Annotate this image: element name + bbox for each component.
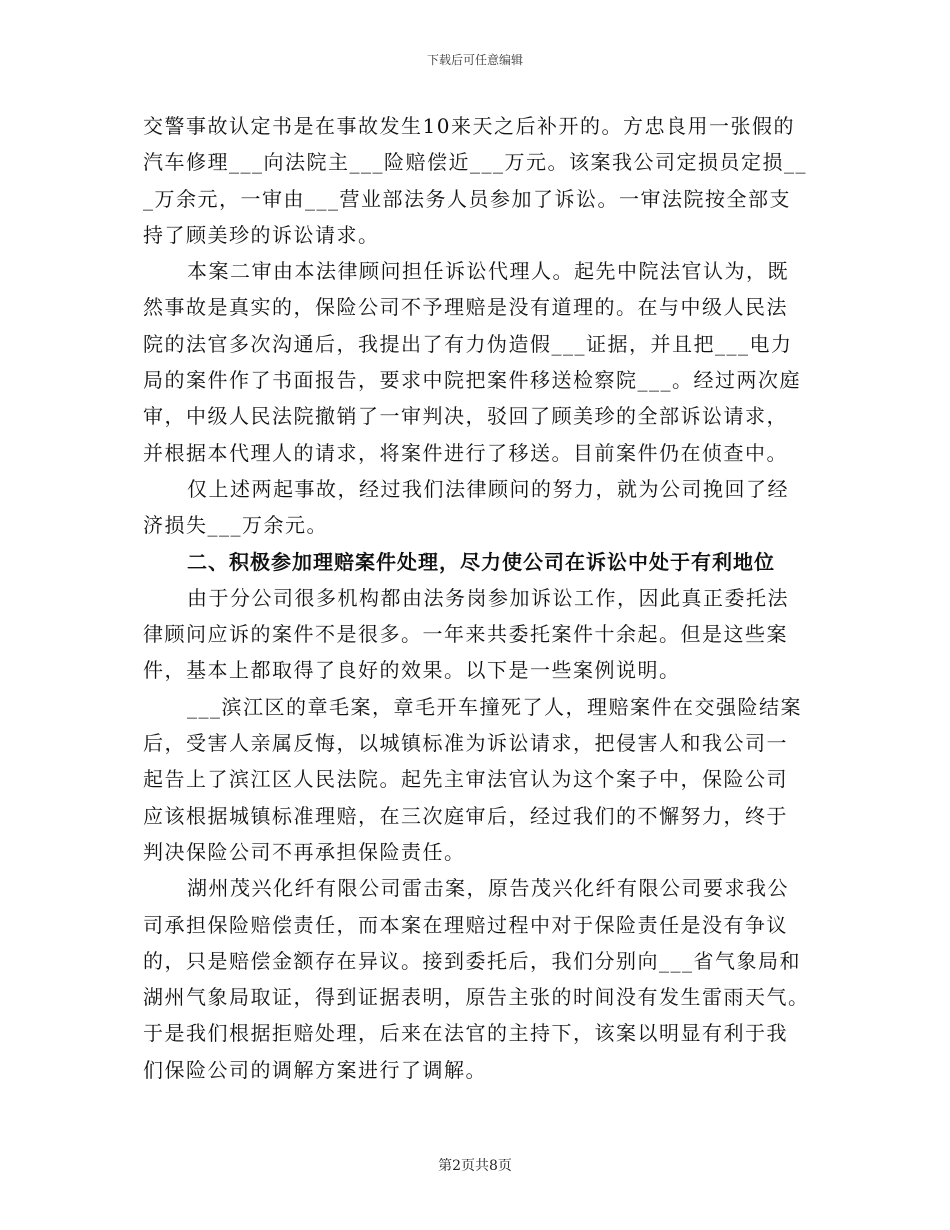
- text-line: 审，中级人民法院撤销了一审判决，驳回了顾美珍的全部诉讼请求，: [143, 404, 788, 429]
- page-number-footer: 第2页共8页: [438, 1158, 512, 1174]
- paragraph-start-line: 湖州茂兴化纤有限公司雷击案，原告茂兴化纤有限公司要求我公: [187, 876, 789, 901]
- paragraph-start-line: 本案二审由本法律顾问担任诉讼代理人。起先中院法官认为，既: [187, 259, 789, 284]
- paragraph-start-line: ___滨江区的章毛案，章毛开车撞死了人，理赔案件在交强险结案: [187, 694, 802, 719]
- text-line: 然事故是真实的，保险公司不予理赔是没有道理的。在与中级人民法: [143, 295, 788, 320]
- text-line: 并根据本代理人的请求，将案件进行了移送。目前案件仍在侦查中。: [143, 440, 788, 465]
- text-line: 汽车修理___向法院主___险赔偿近___万元。该案我公司定损员定损__: [143, 150, 807, 175]
- text-line: 交警事故认定书是在事故发生10来天之后补开的。方忠良用一张假的: [143, 114, 795, 138]
- text-line: 持了顾美珍的诉讼请求。: [143, 222, 380, 247]
- paragraph-start-line: 由于分公司很多机构都由法务岗参加诉讼工作，因此真正委托法: [187, 585, 789, 610]
- text-line: 院的法官多次沟通后，我提出了有力伪造假___证据，并且把___电力: [143, 331, 793, 356]
- text-line: 件，基本上都取得了良好的效果。以下是一些案例说明。: [143, 658, 681, 683]
- document-body: [143, 108, 813, 1088]
- text-line: 判决保险公司不再承担保险责任。: [143, 839, 466, 864]
- text-line: 们保险公司的调解方案进行了调解。: [143, 1057, 487, 1082]
- text-line: 于是我们根据拒赔处理，后来在法官的主持下，该案以明显有利于我: [143, 1021, 788, 1046]
- text-line: 的，只是赔偿金额存在异议。接到委托后，我们分别向___省气象局和: [143, 948, 801, 973]
- text-line: 后，受害人亲属反悔，以城镇标准为诉讼请求，把侵害人和我公司一: [143, 731, 788, 756]
- paragraph-start-line: 仅上述两起事故，经过我们法律顾问的努力，就为公司挽回了经: [187, 476, 789, 501]
- text-line: 济损失___万余元。: [143, 513, 328, 538]
- text-line: 律顾问应诉的案件不是很多。一年来共委托案件十余起。但是这些案: [143, 622, 788, 647]
- text-line: 应该根据城镇标准理赔，在三次庭审后，经过我们的不懈努力，终于: [143, 803, 788, 828]
- text-line: 司承担保险赔偿责任，而本案在理赔过程中对于保险责任是没有争议: [143, 912, 788, 937]
- text-line: 起告上了滨江区人民法院。起先主审法官认为这个案子中，保险公司: [143, 767, 788, 792]
- text-line: 局的案件作了书面报告，要求中院把案件移送检察院___。经过两次庭: [143, 368, 801, 393]
- text-line: 湖州气象局取证，得到证据表明，原告主张的时间没有发生雷雨天气。: [143, 985, 810, 1010]
- text-line: _万余元，一审由___营业部法务人员参加了诉讼。一审法院按全部支: [143, 186, 791, 211]
- section-heading: 二、积极参加理赔案件处理，尽力使公司在诉讼中处于有利地位: [187, 549, 775, 574]
- page-header-note: 下载后可任意编辑: [426, 53, 523, 67]
